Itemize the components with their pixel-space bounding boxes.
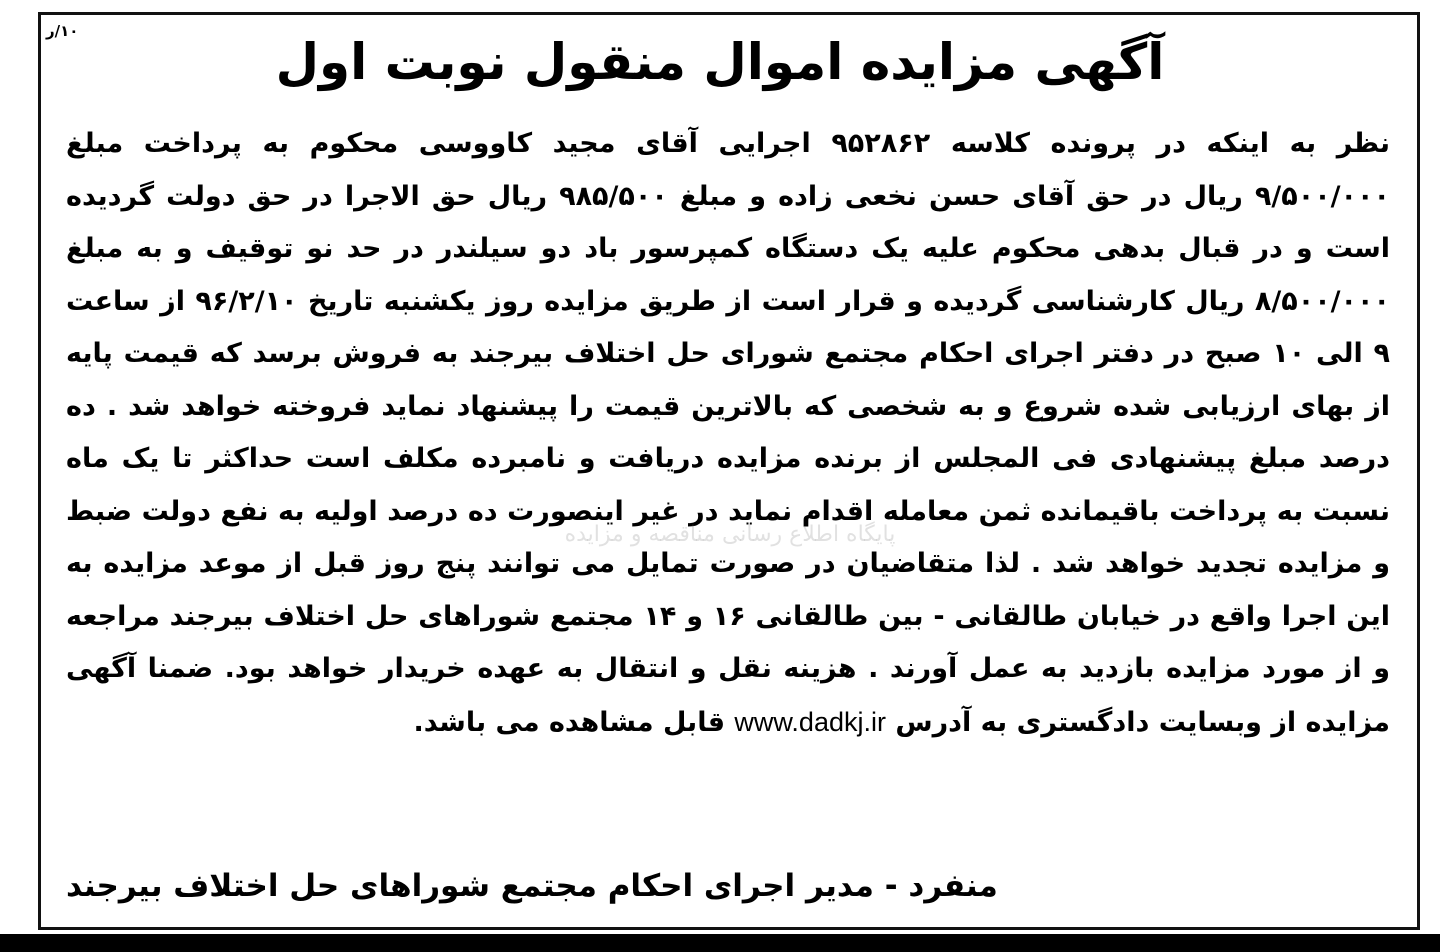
website-url[interactable]: www.dadkj.ir — [734, 706, 886, 737]
body-line: ۹/۵۰۰/۰۰۰ ریال در حق آقای حسن نخعی زاده و مبلغ ۹۸۵/۵۰۰ ریال حق الاجرا در حق دولت گردیده — [66, 180, 1390, 212]
signature: منفرد - مدیر اجرای احکام مجتمع شوراهای حل اختلاف بیرجند — [66, 868, 998, 904]
body-line: نظر به اینکه در پرونده کلاسه ۹۵۲۸۶۲ اجرایی آقای مجید کاووسی محکوم به پرداخت مبلغ — [66, 128, 1390, 159]
body-line: درصد مبلغ پیشنهادی فی المجلس از برنده مزایده دریافت و نامبرده مکلف است حداکثر تا یک ماه — [66, 443, 1390, 474]
body-line: و از مورد مزایده بازدید به عمل آورند . هزینه نقل و انتقال به عهده خریدار خواهد بود. ضمنا آگهی — [66, 653, 1390, 684]
watermark-text: پایگاه اطلاع رسانی مناقصه و مزایده — [564, 522, 896, 547]
notice-title: آگهی مزایده اموال منقول نوبت اول — [275, 33, 1165, 91]
final-line-text-end: قابل مشاهده می باشد. — [413, 706, 726, 738]
body-line: و مزایده تجدید خواهد شد . لذا متقاضیان در صورت تمایل می توانند پنج روز قبل از موعد مزایده به — [66, 548, 1390, 579]
body-line: ۹ الی ۱۰ صبح در دفتر اجرای احکام مجتمع شورای حل اختلاف بیرجند به فروش برسد که قیمت پایه — [66, 338, 1390, 369]
body-line-final — [66, 696, 1390, 749]
reference-number: ۱۰/ر — [46, 22, 79, 40]
body-line: نسبت به پرداخت باقیمانده ثمن معامله اقدام نماید در غیر اینصورت ده درصد اولیه به نفع دولت ضبط — [66, 495, 1390, 527]
final-line-text: مزایده از وبسایت دادگستری به آدرس — [895, 706, 1390, 738]
body-line: ۸/۵۰۰/۰۰۰ ریال کارشناسی گردیده و قرار است از طریق مزایده روز یکشنبه تاریخ ۹۶/۲/۱۰ از ساعت — [66, 285, 1390, 317]
body-line: است و در قبال بدهی محکوم علیه یک دستگاه کمپرسور باد دو سیلندر در حد نو توقیف و به مبلغ — [66, 233, 1390, 264]
bottom-border-bar — [0, 934, 1440, 952]
body-line: از بهای ارزیابی شده شروع و به شخصی که بالاترین قیمت را پیشنهاد نماید فروخته خواهد شد . ده — [66, 390, 1390, 422]
body-line: این اجرا واقع در خیابان طالقانی - بین طالقانی ۱۶ و ۱۴ مجتمع شوراهای حل اختلاف بیرجند مراجعه — [66, 600, 1390, 632]
notice-body — [66, 118, 1390, 748]
